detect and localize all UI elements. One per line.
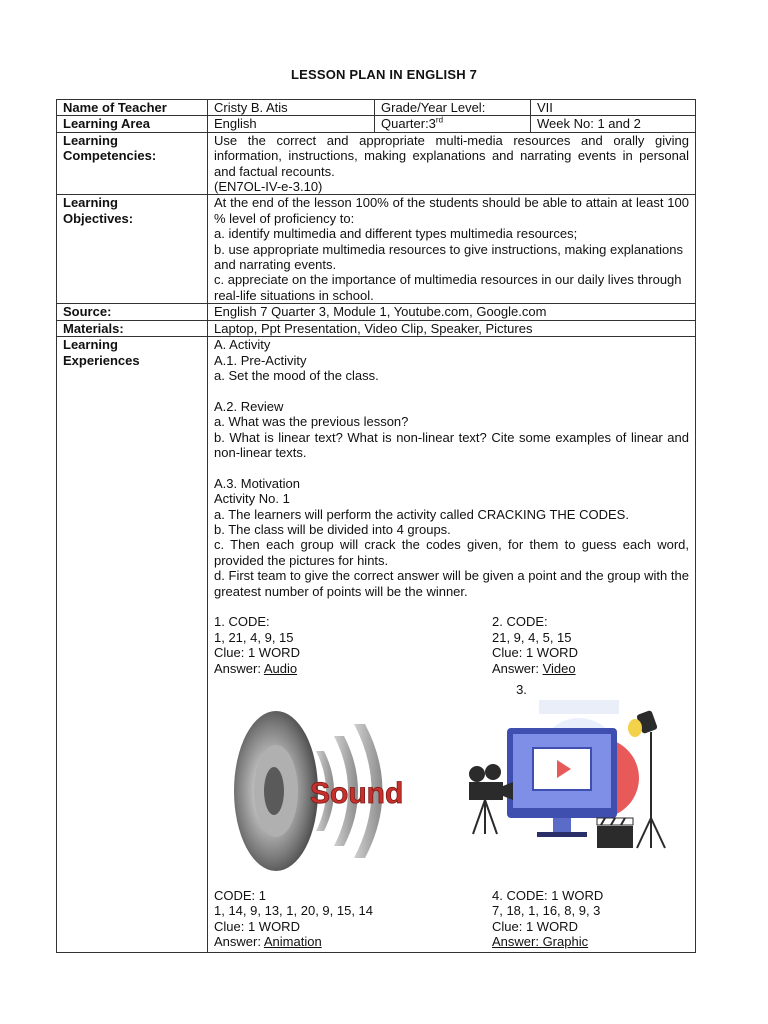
teacher-label: Name of Teacher xyxy=(57,100,208,116)
objectives-cell xyxy=(208,195,696,304)
pictures-area xyxy=(214,698,689,888)
objectives-intro: At the end of the lesson 100% of the students should be able to attain at least 100 % level of proficiency to: xyxy=(214,195,689,226)
competencies-label xyxy=(57,132,208,195)
objectives-label-line1: Learning xyxy=(63,195,118,211)
code-2-answer-line xyxy=(492,661,578,676)
code-2-answer-label: Answer: xyxy=(492,660,543,676)
line-motivation-d: d. First team to give the correct answer will be given a point and the group with the greatest number of points will be the winner. xyxy=(214,568,689,599)
code-2-answer: Video xyxy=(542,660,576,676)
sound-word: Sound xyxy=(310,776,404,810)
experiences-label-line2: Experiences xyxy=(63,352,140,368)
code-1-head: 1. CODE: xyxy=(214,614,270,630)
code-3-answer-line xyxy=(214,934,492,949)
lesson-plan-table xyxy=(56,99,696,953)
code-1-clue: Clue: 1 WORD xyxy=(214,645,300,661)
area-label: Learning Area xyxy=(57,116,208,132)
code-4 xyxy=(492,888,603,950)
code-2 xyxy=(492,614,578,676)
source-row xyxy=(57,304,696,320)
grade-value: VII xyxy=(531,100,696,116)
experiences-cell xyxy=(208,337,696,953)
competencies-cell xyxy=(208,132,696,195)
line-motivation-a: a. The learners will perform the activity called CRACKING THE CODES. xyxy=(214,506,629,522)
materials-label: Materials: xyxy=(57,320,208,336)
competencies-text: Use the correct and appropriate multi-media resources and orally giving information, instructions, making explanations and narrating events in personal and factual recounts. xyxy=(214,132,689,179)
code-1 xyxy=(214,614,492,676)
page-title: LESSON PLAN IN ENGLISH 7 xyxy=(290,67,478,82)
code-3-answer: Animation xyxy=(263,934,322,950)
line-pre-activity: A.1. Pre-Activity xyxy=(214,352,307,368)
objective-a: a. identify multimedia and different types multimedia resources; xyxy=(214,226,578,242)
code-4-answer: Answer: Graphic xyxy=(492,934,589,950)
source-value: English 7 Quarter 3, Module 1, Youtube.com, Google.com xyxy=(208,304,696,320)
code-1-answer: Audio xyxy=(263,660,298,676)
quarter-label: Quarter:3 xyxy=(381,116,436,132)
competencies-row xyxy=(57,132,696,195)
competencies-label-line2: Competencies: xyxy=(63,148,157,164)
experiences-label xyxy=(57,337,208,953)
code-3-clue: Clue: 1 WORD xyxy=(214,918,300,934)
experiences-label-line1: Learning xyxy=(63,337,118,353)
line-review-b: b. What is linear text? What is non-linear text? Cite some examples of linear and non-linear texts. xyxy=(214,429,689,460)
line-mood: a. Set the mood of the class. xyxy=(214,367,379,383)
materials-row xyxy=(57,320,696,336)
week-label: Week No: 1 and 2 xyxy=(531,116,696,132)
area-row xyxy=(57,116,696,132)
code-2-clue: Clue: 1 WORD xyxy=(492,645,578,661)
competencies-code: (EN7OL-IV-e-3.10) xyxy=(214,179,323,195)
objectives-row xyxy=(57,195,696,304)
experiences-row xyxy=(57,337,696,953)
line-review: A.2. Review xyxy=(214,398,284,414)
competencies-label-line1: Learning xyxy=(63,132,118,148)
line-activity-no: Activity No. 1 xyxy=(214,491,290,507)
grade-label: Grade/Year Level: xyxy=(375,100,531,116)
code-1-answer-line xyxy=(214,661,492,676)
sound-speaker-icon xyxy=(224,706,414,876)
code-3-number: 3. xyxy=(516,681,527,697)
quarter-sup: rd xyxy=(435,116,444,126)
code-2-numbers: 21, 9, 4, 5, 15 xyxy=(492,629,572,645)
video-monitor-icon xyxy=(459,698,679,878)
materials-value: Laptop, Ppt Presentation, Video Clip, Speaker, Pictures xyxy=(208,320,696,336)
line-motivation: A.3. Motivation xyxy=(214,475,300,491)
code-1-numbers: 1, 21, 4, 9, 15 xyxy=(214,629,294,645)
line-activity: A. Activity xyxy=(214,337,271,353)
code-3-head: CODE: 1 xyxy=(214,887,267,903)
code-3 xyxy=(214,888,492,950)
objectives-label xyxy=(57,195,208,304)
line-motivation-c: c. Then each group will crack the codes given, for them to guess each word, provided the pictures for hints. xyxy=(214,537,689,568)
code-1-answer-label: Answer: xyxy=(214,660,264,676)
code-4-numbers: 7, 18, 1, 16, 8, 9, 3 xyxy=(492,903,601,919)
source-label: Source: xyxy=(57,304,208,320)
quarter-cell xyxy=(375,116,531,132)
code-4-answer-line xyxy=(492,934,603,949)
line-motivation-b: b. The class will be divided into 4 groups. xyxy=(214,521,451,537)
teacher-row xyxy=(57,100,696,116)
code-2-head: 2. CODE: xyxy=(492,614,548,630)
line-review-a: a. What was the previous lesson? xyxy=(214,414,409,430)
objective-b: b. use appropriate multimedia resources to give instructions, making explanations and narrating events. xyxy=(214,241,683,273)
code-4-head: 4. CODE: 1 WORD xyxy=(492,887,604,903)
code-3-numbers: 1, 14, 9, 13, 1, 20, 9, 15, 14 xyxy=(214,903,374,919)
objectives-label-line2: Objectives: xyxy=(63,210,134,226)
code-4-clue: Clue: 1 WORD xyxy=(492,918,578,934)
codes-row-2 xyxy=(214,888,689,950)
teacher-value: Cristy B. Atis xyxy=(208,100,375,116)
code-3-answer-label: Answer: xyxy=(214,934,264,950)
objective-c: c. appreciate on the importance of multimedia resources in our daily lives through real-life situations in school. xyxy=(214,272,682,303)
area-value: English xyxy=(208,116,375,132)
codes-row-1 xyxy=(214,614,689,676)
